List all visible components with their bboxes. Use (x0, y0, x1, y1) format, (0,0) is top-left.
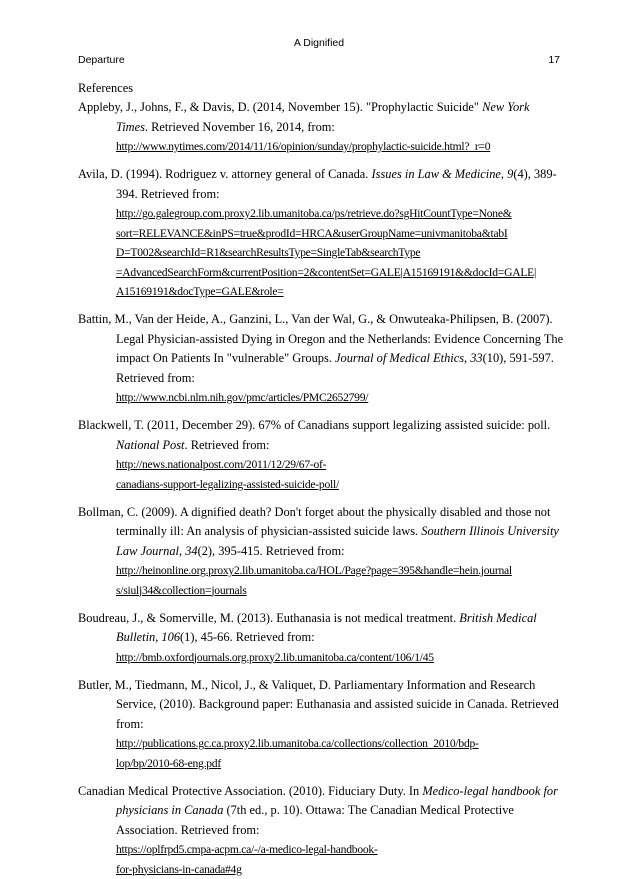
running-head-subtitle: Departure (78, 54, 125, 66)
reference-text: Battin, M., Van der Heide, A., Ganzini, L., Van der Wal, G., & Onwuteaka-Philipsen, B. (2007). Legal Physician-assisted Dying in Oregon and the Netherlands: Evidence Concerning The impact On Patients In "vulnerable" Groups. (78, 312, 563, 365)
reference-text: Canadian Medical Protective Association. (2010). Fiduciary Duty. In (78, 784, 422, 798)
reference-text: (7th ed., p. 10). Ottawa: The Canadian Medical Protective Association. Retrieved from: (116, 803, 514, 837)
references-heading: References (78, 79, 133, 99)
reference-link[interactable]: http://bmb.oxfordjournals.org.proxy2.lib.umanitoba.ca/content/106/1/45 (116, 651, 434, 664)
reference-italic-text: National Post (116, 438, 185, 452)
reference-link[interactable]: https://oplfrpd5.cmpa-acpm.ca/-/a-medico-legal-handbook- (116, 843, 378, 856)
reference-entry (78, 98, 564, 157)
reference-text: . Retrieved November 16, 2014, from: (145, 120, 335, 134)
reference-entry (78, 310, 564, 408)
reference-text: Blackwell, T. (2011, December 29). 67% of Canadians support legalizing assisted suicide: poll. (78, 418, 550, 432)
reference-italic-text: New York Times (116, 100, 530, 134)
reference-link[interactable]: http://publications.gc.ca.proxy2.lib.umanitoba.ca/collections/collection_2010/bdp- (116, 737, 479, 750)
reference-link[interactable]: s/siulj34&collection=journals (116, 584, 247, 597)
reference-italic-text: Southern Illinois University Law Journal, 34 (116, 524, 559, 558)
reference-text: , (501, 167, 507, 181)
reference-link[interactable]: D=T002&searchId=R1&searchResultsType=SingleTab&searchType (116, 246, 420, 259)
reference-text: Avila, D. (1994). Rodriguez v. attorney general of Canada. (78, 167, 372, 181)
reference-text: Butler, M., Tiedmann, M., Nicol, J., & Valiquet, D. Parliamentary Information and Research Service, (2010). Background paper: Euthanasia and assisted suicide in Canada. Retrieved from: (78, 678, 559, 731)
reference-entry (78, 609, 564, 668)
reference-link[interactable]: http://www.nytimes.com/2014/11/16/opinion/sunday/prophylactic-suicide.html?_r=0 (116, 140, 490, 153)
reference-text: (1), 45-66. Retrieved from: (180, 630, 315, 644)
reference-italic-text: Journal of Medical Ethics, 33 (335, 351, 483, 365)
reference-text: Boudreau, J., & Somerville, M. (2013). Euthanasia is not medical treatment. (78, 611, 459, 625)
reference-link[interactable]: sort=RELEVANCE&inPS=true&prodId=HRCA&userGroupName=univmanitoba&tabI (116, 227, 508, 240)
reference-link[interactable]: http://go.galegroup.com.proxy2.lib.umanitoba.ca/ps/retrieve.do?sgHitCountType=None& (116, 207, 512, 220)
reference-text: Appleby, J., Johns, F., & Davis, D. (2014, November 15). "Prophylactic Suicide" (78, 100, 482, 114)
reference-entry (78, 165, 564, 302)
reference-text: (4), 389-394. Retrieved from: (116, 167, 557, 201)
reference-entry (78, 782, 564, 879)
reference-text: (2), 395-415. Retrieved from: (198, 544, 345, 558)
reference-link[interactable]: A15169191&docType=GALE&role= (116, 285, 284, 298)
reference-italic-text: British Medical Bulletin, 106 (116, 611, 537, 645)
reference-italic-text: Issues in Law & Medicine (372, 167, 501, 181)
reference-italic-text: Medico-legal handbook for physicians in Canada (116, 784, 558, 818)
page-number: 17 (548, 54, 560, 66)
reference-link[interactable]: http://www.ncbi.nlm.nih.gov/pmc/articles/PMC2652799/ (116, 391, 368, 404)
reference-text: . Retrieved from: (185, 438, 270, 452)
reference-link[interactable]: =AdvancedSearchForm&currentPosition=2&contentSet=GALE|A15169191&&docId=GALE| (116, 266, 536, 279)
reference-link[interactable]: http://heinonline.org.proxy2.lib.umanitoba.ca/HOL/Page?page=395&handle=hein.journal (116, 564, 512, 577)
reference-link[interactable]: lop/bp/2010-68-eng.pdf (116, 757, 221, 770)
reference-italic-text: 9 (507, 167, 513, 181)
reference-entry (78, 503, 564, 601)
reference-entry (78, 416, 564, 494)
reference-link[interactable]: canadians-support-legalizing-assisted-suicide-poll/ (116, 478, 339, 491)
reference-list (78, 98, 564, 879)
reference-text: (10), 591-597. Retrieved from: (116, 351, 554, 385)
reference-entry (78, 676, 564, 774)
reference-link[interactable]: http://news.nationalpost.com/2011/12/29/67-of- (116, 458, 326, 471)
running-head-title: A Dignified (0, 37, 638, 49)
reference-text: Bollman, C. (2009). A dignified death? Don't forget about the physically disabled and those not terminally ill: An analysis of physician-assisted suicide laws. (78, 505, 550, 539)
reference-link[interactable]: for-physicians-in-canada#4g (116, 863, 242, 876)
